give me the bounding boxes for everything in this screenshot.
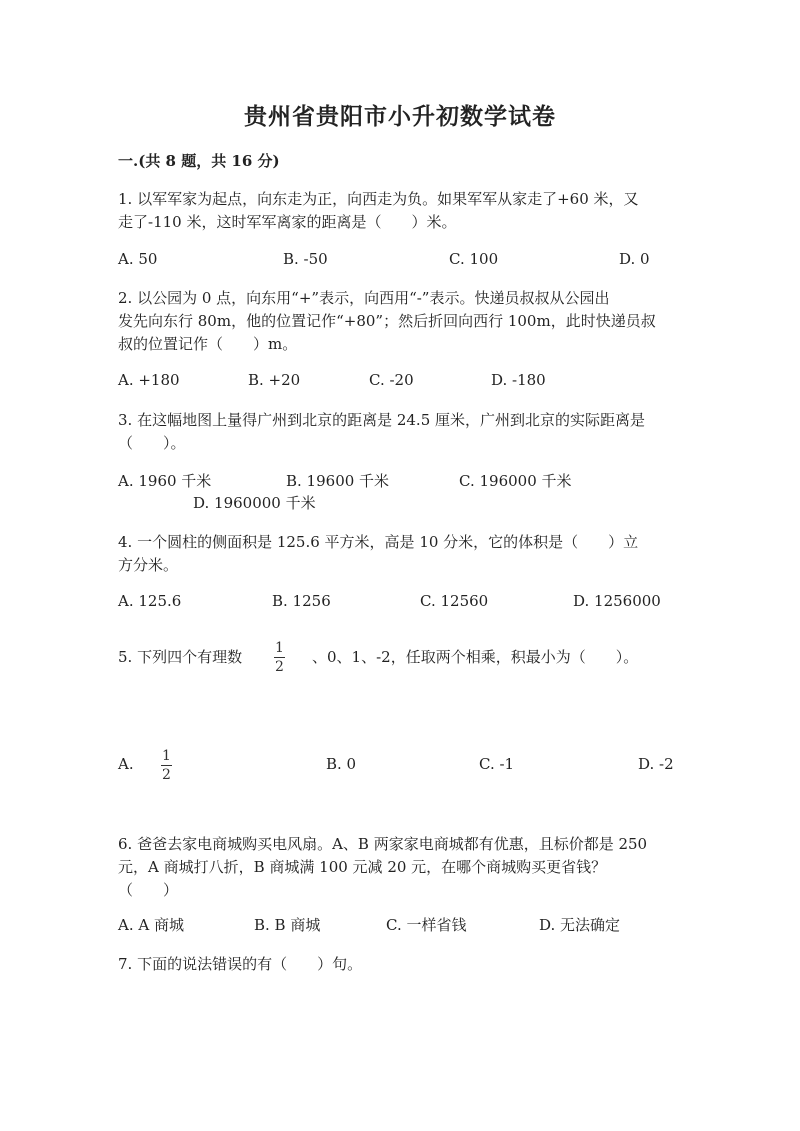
question-6-line-2: 元，A 商城打八折，B 商城满 100 元减 20 元，在哪个商城购买更省钱？ xyxy=(118,858,607,876)
question-6-line-1: 6. 爸爸去家电商城购买电风扇。A、B 两家家电商城都有优惠，且标价都是 250 xyxy=(118,835,648,853)
question-2-option-a: A. +180 xyxy=(118,371,180,389)
question-6-line-3: （ ） xyxy=(118,881,179,899)
question-5-option-a-fraction xyxy=(161,748,172,783)
question-7-line-1: 7. 下面的说法错误的有（ ）句。 xyxy=(118,955,363,973)
fraction-denominator: 2 xyxy=(275,659,284,675)
question-5-suffix: 、0、1、-2，任取两个相乘，积最小为（ ）。 xyxy=(312,648,639,666)
page-title: 贵州省贵阳市小升初数学试卷 xyxy=(244,103,556,130)
question-4-option-c: C. 12560 xyxy=(420,592,489,610)
fraction-bar xyxy=(274,657,285,658)
question-3-option-b: B. 19600 千米 xyxy=(286,472,390,490)
question-4-option-d: D. 1256000 xyxy=(573,592,661,610)
question-5-option-c: C. -1 xyxy=(479,755,515,773)
question-3-option-c: C. 196000 千米 xyxy=(459,472,572,490)
fraction-bar xyxy=(161,765,172,766)
question-3-line-2: （ ）。 xyxy=(118,434,186,452)
question-2-line-3: 叔的位置记作（ ）m。 xyxy=(118,335,298,353)
question-3-line-1: 3. 在这幅地图上量得广州到北京的距离是 24.5 厘米，广州到北京的实际距离是 xyxy=(118,411,646,429)
section-heading: 一.(共 8 题，共 16 分) xyxy=(118,152,280,170)
question-6-option-d: D. 无法确定 xyxy=(539,916,621,934)
question-1-option-d: D. 0 xyxy=(619,250,650,268)
question-4-option-a: A. 125.6 xyxy=(118,592,182,610)
question-5-option-d: D. -2 xyxy=(638,755,674,773)
question-5-fraction xyxy=(274,640,285,675)
question-4-option-b: B. 1256 xyxy=(272,592,331,610)
question-5-option-a-label: A. xyxy=(118,755,134,773)
question-2-option-b: B. +20 xyxy=(248,371,301,389)
fraction-numerator: 1 xyxy=(162,748,171,764)
question-1-line-2: 走了-110 米，这时军军离家的距离是（ ）米。 xyxy=(118,213,457,231)
question-5-prefix: 5. 下列四个有理数 xyxy=(118,648,243,666)
question-2-option-d: D. -180 xyxy=(491,371,546,389)
question-2-line-1: 2. 以公园为 0 点，向东用“+”表示，向西用“-”表示。快递员叔叔从公园出 xyxy=(118,289,610,307)
fraction-denominator: 2 xyxy=(162,767,171,783)
question-1-line-1: 1. 以军军家为起点，向东走为正，向西走为负。如果军军从家走了+60 米，又 xyxy=(118,190,639,208)
question-1-option-c: C. 100 xyxy=(449,250,499,268)
question-4-line-2: 方分米。 xyxy=(118,556,179,574)
question-6-option-a: A. A 商城 xyxy=(118,916,184,934)
question-6-option-c: C. 一样省钱 xyxy=(386,916,467,934)
fraction-numerator: 1 xyxy=(275,640,284,656)
question-3-option-a: A. 1960 千米 xyxy=(118,472,212,490)
question-6-option-b: B. B 商城 xyxy=(254,916,321,934)
question-1-option-a: A. 50 xyxy=(118,250,158,268)
question-3-option-d: D. 1960000 千米 xyxy=(193,494,316,512)
question-1-option-b: B. -50 xyxy=(283,250,328,268)
question-2-option-c: C. -20 xyxy=(369,371,414,389)
question-4-line-1: 4. 一个圆柱的侧面积是 125.6 平方米，高是 10 分米，它的体积是（ ）立 xyxy=(118,533,639,551)
question-2-line-2: 发先向东行 80m，他的位置记作“+80”；然后折回向西行 100m，此时快递员叔 xyxy=(118,312,656,330)
question-5-option-b: B. 0 xyxy=(326,755,357,773)
